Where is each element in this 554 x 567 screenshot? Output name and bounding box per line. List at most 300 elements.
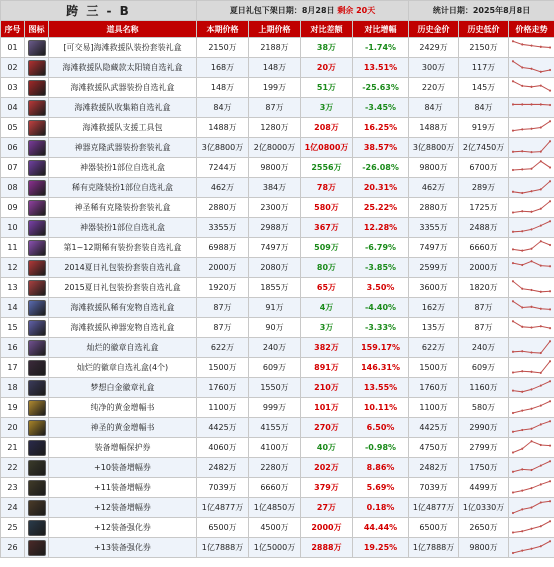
previous-price: 2300万: [249, 198, 301, 218]
price-trend-cell: [509, 98, 554, 118]
price-trend-cell: [509, 378, 554, 398]
previous-price: 7497万: [249, 238, 301, 258]
trend-point: [540, 264, 542, 266]
trend-point: [540, 525, 542, 527]
row-no: 18: [1, 378, 25, 398]
trend-point: [549, 500, 551, 502]
trend-point: [531, 248, 533, 250]
trend-line: [513, 341, 550, 353]
previous-price: 240万: [249, 338, 301, 358]
trend-point: [512, 451, 514, 453]
price-change-pct: 16.25%: [353, 118, 409, 138]
trend-line: [513, 541, 550, 553]
current-price: 4060万: [197, 438, 249, 458]
trend-point: [549, 69, 551, 71]
row-no: 11: [1, 238, 25, 258]
item-icon-cell: [25, 318, 49, 338]
trend-point: [540, 160, 542, 162]
trend-point: [540, 208, 542, 210]
trend-point: [540, 188, 542, 190]
item-icon-cell: [25, 438, 49, 458]
trend-point: [549, 540, 551, 542]
trend-point: [531, 371, 533, 373]
trend-point: [540, 46, 542, 48]
price-change-pct: -25.63%: [353, 78, 409, 98]
previous-price: 2188万: [249, 38, 301, 58]
trend-point: [531, 548, 533, 550]
historical-low: 2799万: [459, 438, 509, 458]
historical-price: 2482万: [409, 458, 459, 478]
table-row: [1, 158, 554, 178]
historical-price: 1488万: [409, 118, 459, 138]
trend-point: [540, 126, 542, 128]
current-price: 84万: [197, 98, 249, 118]
col-header-trend: 价格走势: [509, 21, 554, 38]
current-price: 1亿4877万: [197, 498, 249, 518]
price-trend-cell: [509, 118, 554, 138]
historical-price: 7497万: [409, 238, 459, 258]
item-icon: [28, 180, 46, 196]
trend-point: [521, 550, 523, 552]
trend-point: [540, 308, 542, 310]
current-price: 87万: [197, 318, 249, 338]
previous-price: 384万: [249, 178, 301, 198]
trend-point: [512, 531, 514, 533]
trend-point: [521, 448, 523, 450]
trend-point: [521, 230, 523, 232]
previous-price: 1280万: [249, 118, 301, 138]
price-change-pct: -3.45%: [353, 98, 409, 118]
item-icon-cell: [25, 398, 49, 418]
previous-price: 1亿5000万: [249, 538, 301, 558]
current-price: 1760万: [197, 378, 249, 398]
trend-point: [512, 40, 514, 42]
price-difference: 38万: [301, 38, 353, 58]
table-row: [1, 258, 554, 278]
item-icon: [28, 60, 46, 76]
trend-point: [531, 408, 533, 410]
trend-point: [531, 44, 533, 46]
price-trend-cell: [509, 58, 554, 78]
trend-point: [512, 390, 514, 392]
item-icon-cell: [25, 258, 49, 278]
item-name: 2015夏日礼包装扮套装自选礼盒: [49, 278, 197, 298]
trend-point: [549, 166, 551, 168]
historical-price: 6500万: [409, 518, 459, 538]
previous-price: 87万: [249, 98, 301, 118]
trend-point: [549, 46, 551, 48]
price-change-pct: 10.11%: [353, 398, 409, 418]
row-no: 24: [1, 498, 25, 518]
current-price: 3355万: [197, 218, 249, 238]
trend-point: [512, 169, 514, 171]
historical-low: 2000万: [459, 258, 509, 278]
trend-point: [549, 380, 551, 382]
price-trend-cell: [509, 418, 554, 438]
col-header-name: 道具名称: [49, 21, 197, 38]
price-difference: 51万: [301, 78, 353, 98]
price-change-pct: -4.40%: [353, 298, 409, 318]
price-trend-sparkline: [511, 459, 552, 476]
previous-price: 2080万: [249, 258, 301, 278]
trend-point: [540, 384, 542, 386]
historical-low: 2亿7450万: [459, 138, 509, 158]
trend-line: [513, 521, 550, 532]
row-no: 17: [1, 358, 25, 378]
price-trend-sparkline: [511, 219, 552, 236]
trend-point: [512, 248, 514, 250]
trend-point: [521, 468, 523, 470]
item-icon: [28, 280, 46, 296]
historical-price: 3355万: [409, 218, 459, 238]
price-change-pct: -0.98%: [353, 438, 409, 458]
historical-price: 84万: [409, 98, 459, 118]
trend-point: [521, 85, 523, 87]
previous-price: 4155万: [249, 418, 301, 438]
previous-price: 999万: [249, 398, 301, 418]
price-difference: 208万: [301, 118, 353, 138]
price-change-pct: 159.17%: [353, 338, 409, 358]
price-trend-sparkline: [511, 239, 552, 256]
historical-price: 2599万: [409, 258, 459, 278]
price-trend-cell: [509, 278, 554, 298]
price-difference: 2000万: [301, 518, 353, 538]
row-no: 14: [1, 298, 25, 318]
historical-price: 3亿8800万: [409, 138, 459, 158]
historical-price: 3600万: [409, 278, 459, 298]
price-trend-cell: [509, 438, 554, 458]
trend-point: [531, 428, 533, 430]
price-difference: 65万: [301, 278, 353, 298]
price-trend-sparkline: [511, 519, 552, 536]
stat-date: 2025年8月8日: [472, 6, 531, 15]
row-no: 09: [1, 198, 25, 218]
table-row: [1, 98, 554, 118]
trend-point: [521, 150, 523, 152]
col-header-no: 序号: [1, 21, 25, 38]
table-row: [1, 58, 554, 78]
item-name: 灿烂的徽章自选礼盒(4个): [49, 358, 197, 378]
trend-point: [531, 289, 533, 291]
trend-point: [549, 265, 551, 267]
historical-low: 919万: [459, 118, 509, 138]
trend-point: [512, 262, 514, 264]
trend-point: [512, 471, 514, 473]
item-icon: [28, 220, 46, 236]
current-price: 4425万: [197, 418, 249, 438]
trend-line: [513, 301, 550, 309]
historical-low: 2150万: [459, 38, 509, 58]
price-trend-cell: [509, 78, 554, 98]
row-no: 01: [1, 38, 25, 58]
trend-point: [512, 130, 514, 132]
item-name: +11装备增幅券: [49, 478, 197, 498]
price-difference: 2888万: [301, 538, 353, 558]
price-change-pct: -6.79%: [353, 238, 409, 258]
trend-point: [531, 68, 533, 70]
row-no: 04: [1, 98, 25, 118]
price-difference: 382万: [301, 338, 353, 358]
item-icon-cell: [25, 478, 49, 498]
trend-point: [540, 501, 542, 503]
item-icon-cell: [25, 198, 49, 218]
previous-price: 1855万: [249, 278, 301, 298]
countdown-badge: 剩余 20天: [337, 6, 376, 15]
historical-price: 462万: [409, 178, 459, 198]
trend-point: [540, 71, 542, 73]
trend-point: [531, 228, 533, 230]
item-name: 纯净的黄金增幅书: [49, 398, 197, 418]
price-trend-sparkline: [511, 279, 552, 296]
row-no: 23: [1, 478, 25, 498]
historical-low: 2488万: [459, 218, 509, 238]
offline-info: [197, 1, 409, 21]
previous-price: 2亿8000万: [249, 138, 301, 158]
price-trend-cell: [509, 198, 554, 218]
price-difference: 891万: [301, 358, 353, 378]
table-row: [1, 238, 554, 258]
historical-price: 1100万: [409, 398, 459, 418]
item-icon-cell: [25, 138, 49, 158]
price-trend-sparkline: [511, 479, 552, 496]
price-trend-sparkline: [511, 119, 552, 136]
trend-point: [540, 84, 542, 86]
item-icon-cell: [25, 458, 49, 478]
current-price: 2482万: [197, 458, 249, 478]
historical-low: 9800万: [459, 538, 509, 558]
trend-point: [531, 351, 533, 353]
historical-price: 7039万: [409, 478, 459, 498]
trend-point: [521, 326, 523, 328]
trend-point: [521, 410, 523, 412]
trend-point: [512, 211, 514, 213]
trend-point: [549, 244, 551, 246]
trend-point: [549, 327, 551, 329]
trend-point: [549, 400, 551, 402]
historical-low: 1亿0330万: [459, 498, 509, 518]
price-trend-sparkline: [511, 419, 552, 436]
historical-low: 240万: [459, 338, 509, 358]
row-no: 12: [1, 258, 25, 278]
title-row: [1, 1, 554, 21]
trend-point: [549, 220, 551, 222]
item-name: [可交易]海滩救援队装扮套装礼盒: [49, 38, 197, 58]
price-trend-sparkline: [511, 439, 552, 456]
trend-point: [512, 280, 514, 282]
historical-price: 622万: [409, 338, 459, 358]
current-price: 6988万: [197, 238, 249, 258]
table-row: [1, 458, 554, 478]
table-row: [1, 498, 554, 518]
previous-price: 2988万: [249, 218, 301, 238]
item-icon-cell: [25, 78, 49, 98]
current-price: 1920万: [197, 278, 249, 298]
trend-point: [549, 360, 551, 362]
previous-price: 1亿4850万: [249, 498, 301, 518]
trend-point: [521, 508, 523, 510]
historical-low: 84万: [459, 98, 509, 118]
trend-point: [549, 420, 551, 422]
table-row: [1, 438, 554, 458]
trend-point: [521, 490, 523, 492]
price-change-pct: 146.31%: [353, 358, 409, 378]
row-no: 02: [1, 58, 25, 78]
trend-point: [512, 431, 514, 433]
current-price: 1100万: [197, 398, 249, 418]
item-icon: [28, 520, 46, 536]
col-header-prev: 上期价格: [249, 21, 301, 38]
item-name: 灿烂的徽章自选礼盒: [49, 338, 197, 358]
col-header-cur: 本期价格: [197, 21, 249, 38]
trend-point: [549, 200, 551, 202]
trend-point: [521, 530, 523, 532]
current-price: 168万: [197, 58, 249, 78]
item-icon-cell: [25, 418, 49, 438]
historical-low: 87万: [459, 318, 509, 338]
item-icon-cell: [25, 538, 49, 558]
item-icon-cell: [25, 178, 49, 198]
trend-point: [531, 528, 533, 530]
table-row: [1, 538, 554, 558]
previous-price: 2280万: [249, 458, 301, 478]
trend-point: [549, 290, 551, 292]
historical-low: 6660万: [459, 238, 509, 258]
price-trend-sparkline: [511, 79, 552, 96]
previous-price: 91万: [249, 298, 301, 318]
price-trend-sparkline: [511, 379, 552, 396]
price-trend-cell: [509, 218, 554, 238]
historical-low: 609万: [459, 358, 509, 378]
item-icon: [28, 120, 46, 136]
price-trend-cell: [509, 358, 554, 378]
price-difference: 509万: [301, 238, 353, 258]
trend-line: [513, 401, 550, 413]
trend-point: [531, 168, 533, 170]
item-icon-cell: [25, 218, 49, 238]
item-icon: [28, 300, 46, 316]
price-difference: 101万: [301, 398, 353, 418]
trend-point: [512, 191, 514, 193]
trend-point: [512, 320, 514, 322]
price-change-pct: 6.50%: [353, 418, 409, 438]
trend-point: [540, 545, 542, 547]
col-header-diff: 对比差额: [301, 21, 353, 38]
price-difference: 3万: [301, 98, 353, 118]
historical-price: 1500万: [409, 358, 459, 378]
row-no: 07: [1, 158, 25, 178]
table-row: [1, 278, 554, 298]
trend-point: [521, 192, 523, 194]
trend-point: [549, 308, 551, 310]
item-icon: [28, 500, 46, 516]
previous-price: 148万: [249, 58, 301, 78]
offline-label: 夏日礼包下架日期：: [229, 6, 302, 15]
price-trend-sparkline: [511, 99, 552, 116]
trend-point: [512, 412, 514, 414]
price-trend-cell: [509, 158, 554, 178]
item-icon: [28, 160, 46, 176]
price-change-pct: 0.18%: [353, 498, 409, 518]
trend-point: [549, 140, 551, 142]
previous-price: 609万: [249, 358, 301, 378]
price-trend-sparkline: [511, 199, 552, 216]
previous-price: 4500万: [249, 518, 301, 538]
trend-point: [531, 469, 533, 471]
price-trend-sparkline: [511, 39, 552, 56]
price-difference: 1亿0800万: [301, 138, 353, 158]
table-row: [1, 398, 554, 418]
item-icon-cell: [25, 338, 49, 358]
offline-date: 8月28日: [301, 6, 335, 15]
historical-price: 2429万: [409, 38, 459, 58]
trend-point: [521, 210, 523, 212]
trend-point: [512, 491, 514, 493]
price-difference: 27万: [301, 498, 353, 518]
trend-point: [540, 224, 542, 226]
table-row: [1, 338, 554, 358]
price-trend-sparkline: [511, 339, 552, 356]
trend-point: [549, 104, 551, 106]
trend-point: [512, 103, 514, 105]
price-change-pct: 44.44%: [353, 518, 409, 538]
item-icon: [28, 100, 46, 116]
item-name: +10装备增幅券: [49, 458, 197, 478]
item-icon: [28, 480, 46, 496]
trend-point: [521, 391, 523, 393]
row-no: 06: [1, 138, 25, 158]
row-no: 13: [1, 278, 25, 298]
stat-label: 统计日期：: [432, 6, 473, 15]
historical-low: 1160万: [459, 378, 509, 398]
previous-price: 1550万: [249, 378, 301, 398]
price-trend-sparkline: [511, 359, 552, 376]
row-no: 03: [1, 78, 25, 98]
trend-point: [549, 520, 551, 522]
item-icon: [28, 400, 46, 416]
column-header-row: [1, 21, 554, 38]
price-change-pct: 20.31%: [353, 178, 409, 198]
price-trend-cell: [509, 38, 554, 58]
previous-price: 6660万: [249, 478, 301, 498]
item-name: 第1~12期稀有装扮套装自选礼盒: [49, 238, 197, 258]
table-row: [1, 198, 554, 218]
item-name: 神圣的黄金增幅书: [49, 418, 197, 438]
historical-low: 6700万: [459, 158, 509, 178]
current-price: 1亿7888万: [197, 538, 249, 558]
price-difference: 20万: [301, 58, 353, 78]
trend-point: [521, 43, 523, 45]
price-difference: 40万: [301, 438, 353, 458]
historical-low: 2650万: [459, 518, 509, 538]
item-icon-cell: [25, 518, 49, 538]
stat-info: [409, 1, 554, 21]
trend-point: [540, 240, 542, 242]
item-icon: [28, 420, 46, 436]
col-header-pct: 对比增幅: [353, 21, 409, 38]
item-icon-cell: [25, 378, 49, 398]
item-name: 2014夏日礼包装扮套装自选礼盒: [49, 258, 197, 278]
price-trend-cell: [509, 498, 554, 518]
price-trend-sparkline: [511, 139, 552, 156]
historical-low: 87万: [459, 298, 509, 318]
item-name: 海滩救援队支援工具包: [49, 118, 197, 138]
price-difference: 3万: [301, 318, 353, 338]
trend-point: [521, 306, 523, 308]
historical-low: 1750万: [459, 458, 509, 478]
price-trend-cell: [509, 238, 554, 258]
row-no: 15: [1, 318, 25, 338]
item-name: +13装备强化券: [49, 538, 197, 558]
